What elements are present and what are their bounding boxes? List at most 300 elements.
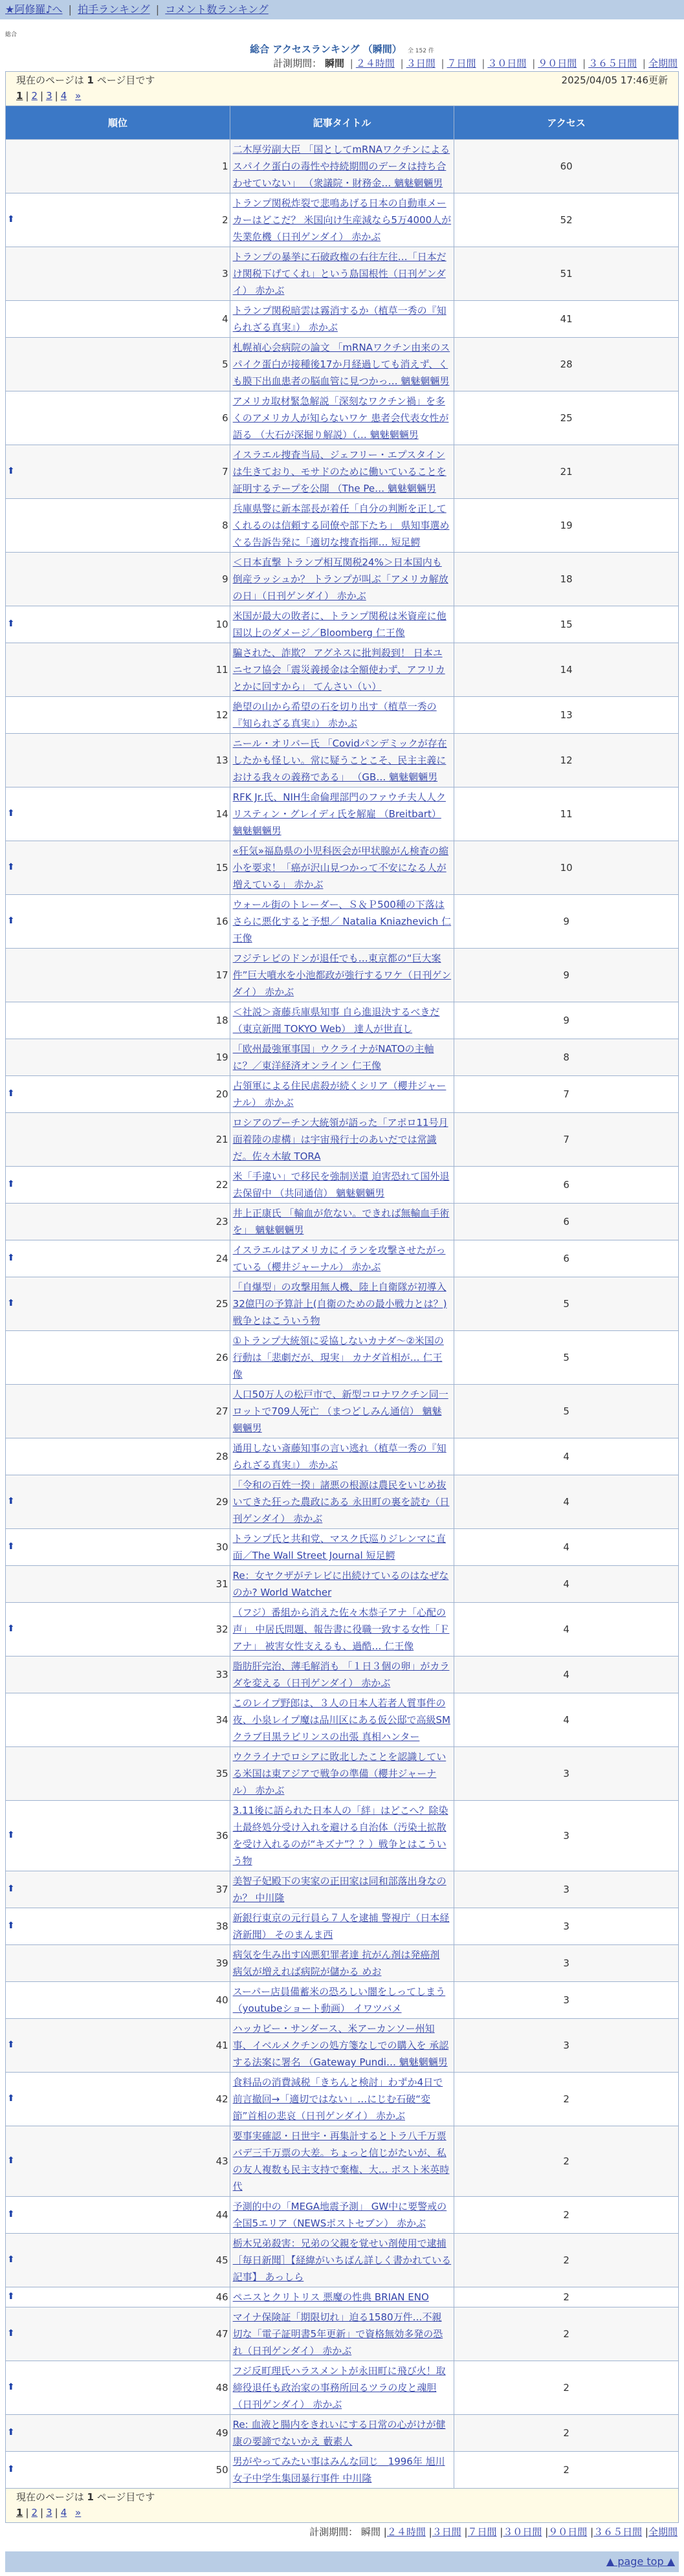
title-cell <box>230 1982 454 2019</box>
rank-cell <box>6 2073 230 2126</box>
title-cell <box>230 1204 454 1240</box>
table-row <box>6 2073 679 2126</box>
period-365d-link[interactable]: ３６５日間 <box>593 2526 643 2538</box>
access-count: 3 <box>454 1982 679 2019</box>
period-separator: | <box>545 2526 549 2538</box>
page-status <box>16 2490 155 2505</box>
up-arrow-icon: ⬆ <box>7 1253 15 1263</box>
article-title-link[interactable]: 新銀行東京の元行員ら７人を逮捕 警視庁（日本経済新聞） そのまんま西 <box>232 1912 450 1941</box>
access-count: 2 <box>454 2452 679 2489</box>
period-label: 計測期間： <box>273 58 322 69</box>
rank-number: 43 <box>215 2155 228 2167</box>
access-count: 3 <box>454 1945 679 1982</box>
access-count: 28 <box>454 338 679 391</box>
up-arrow-icon: ⬆ <box>7 1921 15 1931</box>
article-title-link[interactable]: ニール・オリバー氏 「Covidパンデミックが存在したかも怪しい。常に疑うことこそ、民主主義における我々の義務である」 （GB… 魑魅魍魎男 <box>232 738 447 783</box>
article-title-link[interactable]: イスラエル捜査当局、ジェフリー・エプスタインは生きており、モサドのために働いていることを証明するテープを公開 （The Pe… 魑魅魍魎男 <box>232 449 447 494</box>
nav-separator: | <box>68 3 72 16</box>
title-cell <box>230 2073 454 2126</box>
pager-separator: | <box>25 2507 29 2518</box>
article-title-link[interactable]: 人口50万人の松戸市で、新型コロナワクチン同一ロットで709人死亡 （まつどしみん通信） 魑魅魍魎男 <box>232 1389 448 1434</box>
period-3d-link[interactable]: ３日間 <box>432 2526 461 2538</box>
rank-cell <box>6 1002 230 1039</box>
period-30d-link[interactable]: ３０日間 <box>487 58 527 69</box>
period-24h-link[interactable]: ２４時間 <box>355 58 395 69</box>
title-cell <box>230 1475 454 1529</box>
access-count: 8 <box>454 1039 679 1076</box>
table-row <box>6 1002 679 1039</box>
access-count: 25 <box>454 391 679 445</box>
table-row <box>6 841 679 895</box>
article-title-link[interactable]: 「自爆型」の攻撃用無人機、陸上自衛隊が初導入 32億円の予算計上(自衛のための最小戦力とは？) 戦争とはこういう物 <box>232 1281 447 1327</box>
access-count: 3 <box>454 1747 679 1801</box>
rank-number: 7 <box>222 466 228 478</box>
table-row <box>6 1529 679 1566</box>
article-title-link[interactable]: ＜社説＞斎藤兵庫県知事 自ら進退決するべきだ（東京新聞 TOKYO Web） 達人が世直し <box>232 1006 440 1035</box>
article-title-link[interactable]: マイナ保険証「期限切れ」迫る1580万件…不親切な「電子証明書5年更新」で資格無効多発の恐れ（日刊ゲンダイ） 赤かぶ <box>232 2311 443 2357</box>
table-row <box>6 2361 679 2415</box>
access-count: 60 <box>454 140 679 193</box>
up-arrow-icon: ⬆ <box>7 2291 15 2302</box>
article-title-link[interactable]: ペニスとクリトリス 悪魔の性典 BRIAN ENO <box>232 2291 429 2303</box>
rank-cell <box>6 1871 230 1908</box>
period-365d-link[interactable]: ３６５日間 <box>588 58 637 69</box>
rank-number: 30 <box>215 1541 228 1553</box>
article-title-link[interactable]: RFK Jr.氏、NIH生命倫理部門のファウチ夫人人クリスティン・グレイディ氏を解雇 （Breitbart） 魑魅魍魎男 <box>232 791 446 837</box>
access-count: 15 <box>454 606 679 643</box>
rank-number: 21 <box>215 1134 228 1145</box>
rank-number: 8 <box>222 520 228 531</box>
rank-cell <box>6 391 230 445</box>
table-row <box>6 2197 679 2234</box>
table-row <box>6 1657 679 1693</box>
access-count: 4 <box>454 1438 679 1475</box>
rank-cell <box>6 1277 230 1331</box>
up-arrow-icon: ⬆ <box>7 808 15 819</box>
title-cell <box>230 1113 454 1167</box>
article-title-link[interactable]: 絶望の山から希望の石を切り出す（植草一秀の『知られざる真実』） 赤かぶ <box>232 701 437 729</box>
rank-cell <box>6 643 230 697</box>
rank-cell <box>6 1438 230 1475</box>
period-current: 瞬間 <box>360 2526 381 2538</box>
rank-number: 35 <box>215 1768 228 1779</box>
table-row <box>6 1331 679 1385</box>
title-cell <box>230 1603 454 1657</box>
article-title-link[interactable]: フジテレビのドンが退任でも…東京都の“巨大案件”巨大噴水を小池都政が強行するワケ（日刊ゲンダイ） 赤かぶ <box>232 952 452 998</box>
up-arrow-icon: ⬆ <box>7 1179 15 1189</box>
access-count: 2 <box>454 2126 679 2197</box>
title-cell <box>230 1076 454 1113</box>
article-title-link[interactable]: このレイプ野郎は、３人の日本人若者人質事件の夜、小泉レイプ魔は品川区にある仮公邸で高級SMクラブ目黒ラビリンスの出張 真相ハンター <box>232 1697 450 1743</box>
article-title-link[interactable]: フジ反町理氏ハラスメントが永田町に飛び火！取締役退任も政治家の事務所回るツラの皮と魂胆（日刊ゲンダイ） 赤かぶ <box>232 2365 446 2410</box>
title-cell <box>230 1438 454 1475</box>
footer-bar <box>5 2551 679 2572</box>
rank-number: 49 <box>215 2427 228 2439</box>
period-selector-bottom <box>5 2524 679 2540</box>
title-column-header: 記事タイトル <box>230 106 454 140</box>
rank-number: 3 <box>222 268 228 280</box>
pager-separator: | <box>40 2507 44 2518</box>
home-link[interactable]: ★阿修羅♪へ <box>5 3 63 16</box>
table-row <box>6 1747 679 1801</box>
period-separator: | <box>532 58 536 69</box>
title-cell <box>230 338 454 391</box>
period-all-link[interactable]: 全期間 <box>648 2526 678 2538</box>
rank-cell <box>6 553 230 606</box>
table-row <box>6 301 679 338</box>
rank-number: 2 <box>222 214 228 226</box>
rank-number: 9 <box>222 573 228 585</box>
rank-number: 36 <box>215 1830 228 1842</box>
table-row <box>6 1475 679 1529</box>
article-title-link[interactable]: 札幌禎心会病院の論文 「mRNAワクチン由来のスパイク蛋白が接種後17か月経過しても消えず、くも膜下出血患者の脳血管に見つかっ… 魑魅魍魎男 <box>232 342 450 387</box>
page-title-row <box>5 43 679 56</box>
rank-number: 29 <box>215 1496 228 1508</box>
rank-number: 13 <box>215 754 228 766</box>
up-arrow-icon: ⬆ <box>7 2464 15 2474</box>
title-cell <box>230 301 454 338</box>
rank-number: 44 <box>215 2209 228 2221</box>
rank-cell <box>6 2307 230 2361</box>
article-title-link[interactable]: 脂肪肝完治、薄毛解消も 「１日３個の卵」がカラダを変える（日刊ゲンダイ） 赤かぶ <box>232 1660 450 1689</box>
article-title-link[interactable]: 通用しない斎藤知事の言い逃れ（植草一秀の『知られざる真実』） 赤かぶ <box>232 1442 447 1471</box>
article-title-link[interactable]: アメリカ取材緊急解説「深刻なワクチン禍」を多くのアメリカ人が知らないワケ 患者会代表女性が語る （大石が深掘り解説）（… 魑魅魍魎男 <box>232 395 449 441</box>
title-cell <box>230 2361 454 2415</box>
article-title-link[interactable]: 井上正康氏 「輸血が危ない。できれば無輸血手術を」 魑魅魍魎男 <box>232 1207 450 1236</box>
access-count: 9 <box>454 949 679 1002</box>
access-count: 5 <box>454 1331 679 1385</box>
article-title-link[interactable]: 食料品の消費減税「きちんと検討」わずか4日で前言撤回→「適切ではない」…にじむ石破“変節”首相の悲哀（日刊ゲンダイ） 赤かぶ <box>232 2076 443 2122</box>
article-title-link[interactable]: ウォール街のトレーダー、Ｓ＆Ｐ500種の下落はさらに悪化すると予想／ Natalia Kniazhevich 仁王像 <box>232 899 452 944</box>
access-count: 11 <box>454 787 679 841</box>
rank-cell <box>6 301 230 338</box>
rank-number: 48 <box>215 2382 228 2394</box>
period-separator: | <box>642 58 646 69</box>
rank-number: 32 <box>215 1624 228 1635</box>
title-cell <box>230 2019 454 2073</box>
rank-cell <box>6 1529 230 1566</box>
rank-number: 5 <box>222 358 228 370</box>
title-cell <box>230 841 454 895</box>
page-title: 総合 アクセスランキング （瞬間） <box>250 43 402 55</box>
table-row <box>6 1039 679 1076</box>
rank-number: 10 <box>215 619 228 630</box>
ranking-rows <box>6 140 679 2489</box>
access-count: 9 <box>454 1002 679 1039</box>
article-title-link[interactable]: Re: 血液と腸内をきれいにする日常の心がけが健康の要諦でないかえ 藪素人 <box>232 2419 446 2447</box>
article-title-link[interactable]: 二木厚労副大臣 「国としてmRNAワクチンによるスパイク蛋白の毒性や持続期間のデータは持ち合わせていない」 （衆議院・財務金… 魑魅魍魎男 <box>232 144 450 189</box>
table-row <box>6 697 679 734</box>
rank-cell <box>6 1076 230 1113</box>
table-row <box>6 553 679 606</box>
rank-number: 46 <box>215 2291 228 2303</box>
article-title-link[interactable]: 美智子妃殿下の実家の正田家は同和部落出身なのか？ 中川隆 <box>232 1875 447 1904</box>
title-cell <box>230 1039 454 1076</box>
table-row <box>6 1871 679 1908</box>
article-title-link[interactable]: トランプ氏と共和党、マスク氏巡りジレンマに直面／The Wall Street Journal 短足鰐 <box>232 1533 446 1561</box>
comment-ranking-link[interactable]: コメント数ランキング <box>165 3 269 16</box>
article-title-link[interactable]: 要事実確認・日世宇・再集計するとトラ八千万票バデ三千万票の大差。ちょっと信じがたいが、私の友人複数も民主支持で棄権、大… ポスト米英時代 <box>232 2130 450 2192</box>
access-count: 5 <box>454 1385 679 1438</box>
rank-number: 40 <box>215 1994 228 2006</box>
up-arrow-icon: ⬆ <box>7 2093 15 2104</box>
title-cell <box>230 895 454 949</box>
table-row <box>6 1204 679 1240</box>
table-row <box>6 1240 679 1277</box>
title-cell <box>230 499 454 553</box>
access-count: 2 <box>454 2307 679 2361</box>
article-title-link[interactable]: 占領軍による住民虐殺が続くシリア（櫻井ジャーナル） 赤かぶ <box>232 1080 447 1108</box>
rank-cell <box>6 2452 230 2489</box>
table-row <box>6 247 679 301</box>
article-title-link[interactable]: 「令和の百姓一揆」諸悪の根源は農民をいじめ抜いてきた狂った農政にある 永田町の裏を読む（日刊ゲンダイ） 赤かぶ <box>232 1479 450 1525</box>
access-count: 2 <box>454 2197 679 2234</box>
article-title-link[interactable]: トランプ関税暗雲は霧消するか（植草一秀の『知られざる真実』） 赤かぶ <box>232 305 447 333</box>
access-count: 7 <box>454 1113 679 1167</box>
article-title-link[interactable]: 兵庫県警に新本部長が着任「自分の判断を正してくれるのは信頼する同僚や部下たち」 県知事選めぐる告訴告発に「適切な捜査指揮… 短足鰐 <box>232 503 450 548</box>
table-row <box>6 1982 679 2019</box>
title-cell <box>230 193 454 247</box>
next-page-link[interactable]: » <box>75 2507 82 2518</box>
title-cell <box>230 2126 454 2197</box>
rank-cell <box>6 787 230 841</box>
period-separator: | <box>464 2526 468 2538</box>
article-title-link[interactable]: ＜日本直撃 トランプ相互関税24%＞日本国内も倒産ラッシュか？ トランプが叫ぶ「アメリカ解放の日」（日刊ゲンダイ） 赤かぶ <box>232 556 448 602</box>
page-3-link[interactable]: 3 <box>46 90 52 102</box>
rank-cell <box>6 338 230 391</box>
title-cell <box>230 553 454 606</box>
pager-separator: | <box>40 90 44 102</box>
table-row <box>6 1167 679 1204</box>
period-24h-link[interactable]: ２４時間 <box>386 2526 426 2538</box>
title-cell <box>230 2197 454 2234</box>
clap-ranking-link[interactable]: 拍手ランキング <box>78 3 150 16</box>
rank-cell <box>6 1693 230 1747</box>
up-arrow-icon: ⬆ <box>7 1830 15 1840</box>
rank-number: 41 <box>215 2040 228 2051</box>
article-title-link[interactable]: 米「手違い」で移民を強制送還 迫害恐れて国外退去保留中 （共同通信） 魑魅魍魎男 <box>232 1171 450 1199</box>
title-cell <box>230 1945 454 1982</box>
article-title-link[interactable]: 米国が最大の敗者に、トランプ関税は米資産に他国以上のダメージ／Bloomberg 仁王像 <box>232 610 447 639</box>
up-arrow-icon: ⬆ <box>7 1541 15 1552</box>
updated-timestamp: 2025/04/05 17:46更新 <box>561 74 668 86</box>
article-title-link[interactable]: トランプ関税炸裂で悲鳴あげる日本の自動車メーカーはどこだ？ 米国向け生産減なら5万4000人が失業危機（日刊ゲンダイ） 赤かぶ <box>232 197 452 243</box>
up-arrow-icon: ⬆ <box>7 619 15 629</box>
period-3d-link[interactable]: ３日間 <box>406 58 436 69</box>
rank-cell <box>6 499 230 553</box>
page-4-link[interactable]: 4 <box>60 90 67 102</box>
article-title-link[interactable]: Re：女ヤクザがテレビに出続けているのはなぜなのか? World Watcher <box>232 1570 449 1598</box>
table-row <box>6 2307 679 2361</box>
table-row <box>6 1277 679 1331</box>
article-title-link[interactable]: 男がやってみたい事はみんな同じ＿1996年 旭川女子中学生集団暴行事件 中川隆 <box>232 2456 445 2484</box>
rank-cell <box>6 1747 230 1801</box>
rank-cell <box>6 1204 230 1240</box>
access-count: 4 <box>454 1693 679 1747</box>
rank-number: 27 <box>215 1405 228 1417</box>
up-arrow-icon: ⬆ <box>7 2328 15 2339</box>
up-arrow-icon: ⬆ <box>7 1884 15 1894</box>
access-count: 2 <box>454 2287 679 2307</box>
period-7d-link[interactable]: ７日間 <box>447 58 476 69</box>
title-cell <box>230 1908 454 1945</box>
article-title-link[interactable]: 病気を生み出す凶悪犯罪者達 抗がん剤は発癌剤 病気が増えれば病院が儲かる めお <box>232 1949 440 1977</box>
title-cell <box>230 1566 454 1603</box>
rank-number: 17 <box>215 969 228 981</box>
period-7d-link[interactable]: ７日間 <box>467 2526 497 2538</box>
rank-number: 37 <box>215 1884 228 1895</box>
article-title-link[interactable]: ウクライナでロシアに敗北したことを認識している米国は東アジアで戦争の準備（櫻井ジャーナル） 赤かぶ <box>232 1751 447 1796</box>
period-label: 計測期間： <box>309 2526 359 2538</box>
period-separator: | <box>383 2526 387 2538</box>
rank-cell <box>6 1657 230 1693</box>
rank-cell <box>6 2197 230 2234</box>
title-cell <box>230 2415 454 2452</box>
table-row <box>6 1566 679 1603</box>
table-row <box>6 949 679 1002</box>
period-90d-link[interactable]: ９０日間 <box>548 2526 588 2538</box>
access-count: 52 <box>454 193 679 247</box>
title-cell <box>230 1002 454 1039</box>
access-count: 21 <box>454 445 679 499</box>
title-cell <box>230 140 454 193</box>
rank-number: 25 <box>215 1298 228 1310</box>
period-separator: | <box>441 58 445 69</box>
rank-cell <box>6 1801 230 1871</box>
table-row <box>6 193 679 247</box>
rank-number: 20 <box>215 1088 228 1100</box>
rank-cell <box>6 2234 230 2287</box>
pager-separator: | <box>25 90 29 102</box>
period-current: 瞬間 <box>324 58 344 69</box>
page-1-link[interactable]: 1 <box>16 90 23 102</box>
page-2-link[interactable]: 2 <box>31 2507 38 2518</box>
page-status-suffix: ページ目です <box>96 74 155 86</box>
pager-bottom <box>6 2489 679 2523</box>
up-arrow-icon: ⬆ <box>7 862 15 872</box>
rank-number: 50 <box>215 2464 228 2476</box>
table-row <box>6 2415 679 2452</box>
page-3-link[interactable]: 3 <box>46 2507 52 2518</box>
title-cell <box>230 1240 454 1277</box>
access-count: 4 <box>454 1475 679 1529</box>
table-row <box>6 1113 679 1167</box>
up-arrow-icon: ⬆ <box>7 214 15 225</box>
rank-number: 34 <box>215 1714 228 1726</box>
rank-number: 23 <box>215 1216 228 1227</box>
title-cell <box>230 247 454 301</box>
article-title-link[interactable]: 「欧州最強軍事国」ウクライナがNATOの主軸に？／東洋経済オンライン 仁王像 <box>232 1043 434 1072</box>
title-cell <box>230 391 454 445</box>
title-cell <box>230 1277 454 1331</box>
title-cell <box>230 1871 454 1908</box>
table-row <box>6 2234 679 2287</box>
access-count: 18 <box>454 553 679 606</box>
access-count: 19 <box>454 499 679 553</box>
period-separator: | <box>428 2526 432 2538</box>
title-cell <box>230 445 454 499</box>
access-count: 3 <box>454 1871 679 1908</box>
access-count: 2 <box>454 2361 679 2415</box>
article-title-link[interactable]: ①トランプ大統領に妥協しないカナダ～②米国の行動は「悲劇だが、現実」 カナダ首相が… 仁王像 <box>232 1335 444 1380</box>
table-row <box>6 2126 679 2197</box>
rank-cell <box>6 606 230 643</box>
period-separator: | <box>590 2526 594 2538</box>
access-count: 2 <box>454 2073 679 2126</box>
rank-number: 19 <box>215 1051 228 1063</box>
rank-number: 6 <box>222 412 228 424</box>
next-page-link[interactable]: » <box>75 90 82 102</box>
article-title-link[interactable]: 栃木兄弟殺害：兄弟の父親を覚せい剤使用で逮捕 ［毎日新聞］【経緯がいちばん詳しく書かれている記事】 あっしら <box>232 2238 452 2283</box>
period-30d-link[interactable]: ３０日間 <box>503 2526 542 2538</box>
rank-cell <box>6 2126 230 2197</box>
rank-cell <box>6 1603 230 1657</box>
article-title-link[interactable]: 騙された、詐欺？ アグネスに批判殺到！ 日本ユニセフ協会「震災義援金は全額使わず、アフリカとかに回すから」 てんさい（い） <box>232 647 445 692</box>
rank-number: 31 <box>215 1578 228 1590</box>
table-row <box>6 643 679 697</box>
rank-cell <box>6 949 230 1002</box>
rank-number: 45 <box>215 2254 228 2266</box>
access-count: 6 <box>454 1204 679 1240</box>
rank-cell <box>6 140 230 193</box>
table-row <box>6 1693 679 1747</box>
access-count: 7 <box>454 1076 679 1113</box>
article-title-link[interactable]: （フジ）番組から消えた佐々木恭子アナ「心配の声」 中居氏問題、報告書に役職一致する女性「Ｆアナ」 被害女性支えるも、過酷… 仁王像 <box>232 1607 450 1652</box>
access-count: 9 <box>454 895 679 949</box>
rank-number: 14 <box>215 808 228 820</box>
rank-cell <box>6 1475 230 1529</box>
page-status-suffix: ページ目です <box>96 2491 155 2503</box>
page-1-link[interactable]: 1 <box>16 2507 23 2518</box>
article-title-link[interactable]: ハッカビー・サンダース、米アーカンソー州知事、イベルメクチンの処方箋なしでの購入を 承認する法案に署名 （Gateway Pundi… 魑魅魍魎男 <box>232 2023 449 2068</box>
rank-number: 1 <box>222 160 228 172</box>
rank-number: 12 <box>215 709 228 721</box>
article-title-link[interactable]: ロシアのプーチン大統領が語った「アポロ11号月面着陸の虚構」は宇宙飛行士のあいだでは常識だ。佐々木敏 TORA <box>232 1117 448 1162</box>
article-title-link[interactable]: スーパー店員備蓄米の恐ろしい闇をしってしまう（youtubeショート動画） イワツバメ <box>232 1986 446 2014</box>
page-top-link[interactable]: ▲ page top ▲ <box>606 2555 675 2568</box>
rank-cell <box>6 841 230 895</box>
page-status <box>16 73 155 89</box>
rank-cell <box>6 895 230 949</box>
access-count: 10 <box>454 841 679 895</box>
article-title-link[interactable]: トランプの暴挙に石破政権の右往左往…「日本だけ関税下げてくれ」という島国根性（日刊ゲンダイ） 赤かぶ <box>232 251 447 296</box>
title-cell <box>230 1529 454 1566</box>
access-count: 51 <box>454 247 679 301</box>
title-cell <box>230 787 454 841</box>
article-title-link[interactable]: 3.11後に語られた日本人の「絆」はどこへ？除染土最終処分受け入れを避ける自治体（汚染土拡散を受け入れるのが“キズナ”？？）戦争とはこういう物 <box>232 1805 448 1867</box>
access-count: 2 <box>454 2234 679 2287</box>
access-count: 4 <box>454 1529 679 1566</box>
pagination <box>16 2505 668 2521</box>
period-separator: | <box>500 2526 503 2538</box>
title-cell <box>230 949 454 1002</box>
page-2-link[interactable]: 2 <box>31 90 38 102</box>
table-row <box>6 1945 679 1982</box>
access-count: 4 <box>454 1657 679 1693</box>
access-count: 6 <box>454 1167 679 1204</box>
rank-cell <box>6 2415 230 2452</box>
article-title-link[interactable]: «狂気»福島県の小児科医会が甲状腺がん検査の縮小を要求！「癌が沢山見つかって不安になる人が増えている」 赤かぶ <box>232 845 449 890</box>
rank-cell <box>6 1908 230 1945</box>
page-4-link[interactable]: 4 <box>60 2507 67 2518</box>
article-title-link[interactable]: 予測的中の「MEGA地震予測」 GW中に要警戒の全国5エリア（NEWSポストセブン） 赤かぶ <box>232 2201 447 2229</box>
rank-number: 39 <box>215 1957 228 1969</box>
period-all-link[interactable]: 全期間 <box>648 58 678 69</box>
article-title-link[interactable]: イスラエルはアメリカにイランを攻撃させたがっている（櫻井ジャーナル） 赤かぶ <box>232 1244 446 1273</box>
title-cell <box>230 697 454 734</box>
table-row <box>6 499 679 553</box>
period-90d-link[interactable]: ９０日間 <box>538 58 577 69</box>
